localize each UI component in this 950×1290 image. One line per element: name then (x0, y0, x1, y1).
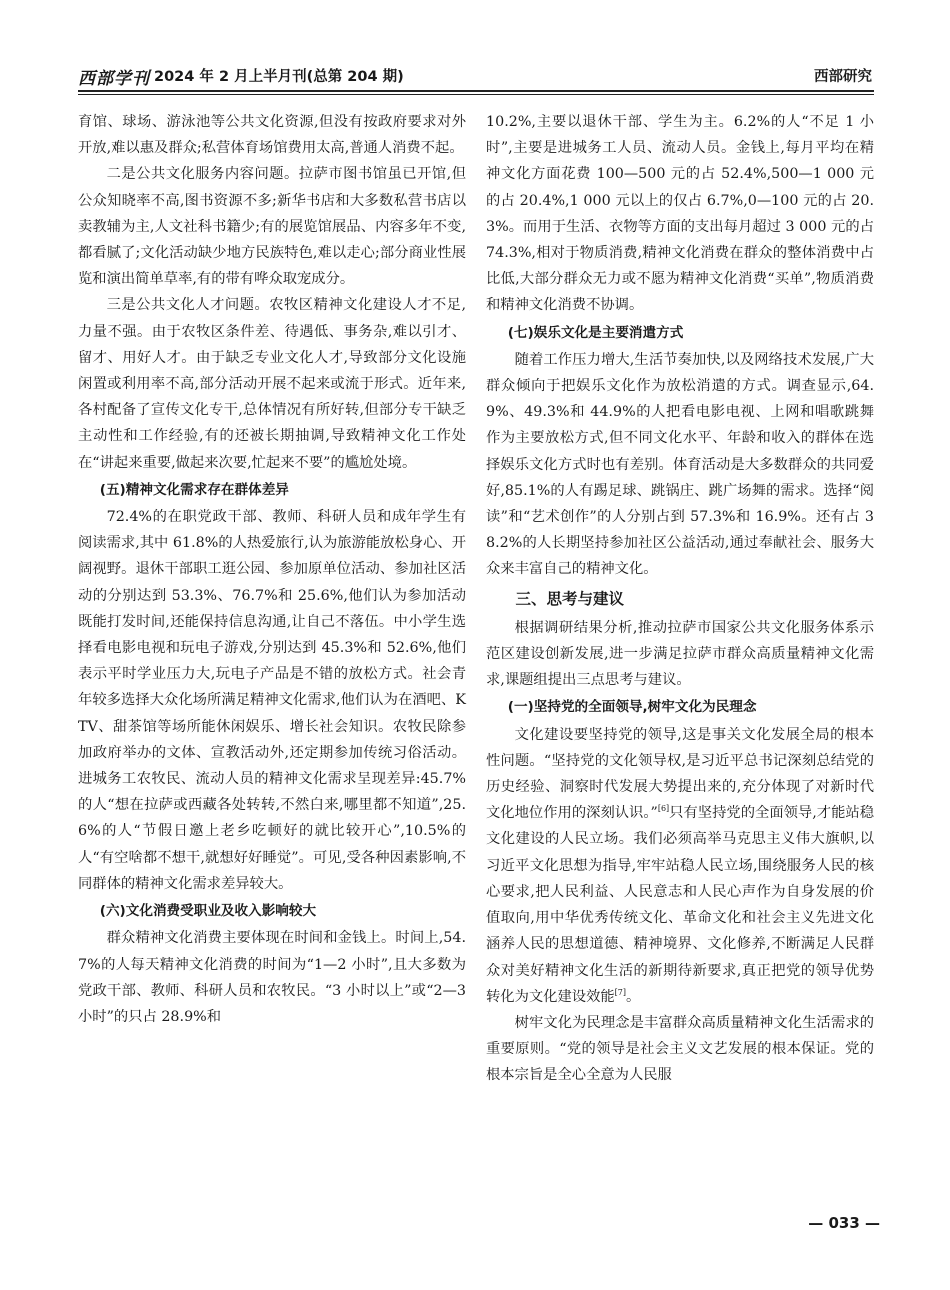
section-heading: 三、思考与建议 (515, 589, 624, 608)
paragraph-continued: 育馆、球场、游泳池等公共文化资源,但没有按政府要求对外开放,难以惠及群众;私营体育场馆费用太高,普通人消费不起。 (78, 114, 466, 157)
paragraph-text: 。 (626, 988, 641, 1005)
citation-ref: [7] (614, 987, 627, 997)
paragraph: 随着工作压力增大,生活节奏加快,以及网络技术发展,广大群众倾向于把娱乐文化作为放松消遣的方式。调查显示,64.9%、49.3%和 44.9%的人把看电影电视、上网和唱歌跳舞作为主要放松方式,但不同文化水平、年龄和收入的群体在选择娱乐文化方式时也有差别。体育活动是大多数群众的共同爱好,85.1%的人有踢足球、跳锅庄、跳广场舞的需求。选择“阅读”和“艺术创作”的人分别占到 57.3%和 16.9%。还有占 38.2%的人长期坚持参加社区公益活动,通过奉献社会、服务大众来丰富自己的精神文化。 (486, 351, 874, 578)
paragraph-text: 文化建设要坚持党的领导,这是事关文化发展全局的根本性问题。“坚持党的文化领导权,是习近平总书记深刻总结党的历史经验、洞察时代发展大势提出来的,充分体现了对新时代文化地位作用的深刻认识。” (486, 726, 874, 822)
paragraph: 根据调研结果分析,推动拉萨市国家公共文化服务体系示范区建设创新发展,进一步满足拉萨市群众高质量精神文化需求,课题组提出三点思考与建议。 (486, 619, 874, 689)
paragraph-text: 只有坚持党的全面领导,才能站稳文化建设的人民立场。我们必须高举马克思主义伟大旗帜,以习近平文化思想为指导,牢牢站稳人民立场,围绕服务人民的核心要求,把人民利益、人民意志和人民心声作为自身发展的价值取向,用中华优秀传统文化、革命文化和社会主义先进文化涵养人民的思想道德、精神境界、文化修养,不断满足人民群众对美好精神文化生活的新期待新要求,真正把党的领导优势转化为文化建设效能 (486, 805, 874, 1005)
section-name: 西部研究 (814, 69, 872, 85)
citation-ref: [6] (657, 804, 670, 814)
page-header (78, 62, 874, 89)
left-column (78, 109, 466, 1030)
paragraph: 72.4%的在职党政干部、教师、科研人员和成年学生有阅读需求,其中 61.8%的人热爱旅行,认为旅游能放松身心、开阔视野。退休干部职工逛公园、参加原单位活动、参加社区活动的分别达到 53.3%、76.7%和 25.6%,他们认为参加活动既能打发时间,还能保持信息沟通,让自己不落伍。中小学生选择看电影电视和玩电子游戏,分别达到 45.3%和 52.6%,他们表示平时学业压力大,玩电子产品是不错的放松方式。社会青年较多选择大众化场所满足精神文化需求,他们认为在酒吧、KTV、甜茶馆等场所能休闲娱乐、增长社会知识。农牧民除参加政府举办的文体、宣教活动外,还定期参加传统习俗活动。进城务工农牧民、流动人员的精神文化需求呈现差异:45.7%的人“想在拉萨或西藏各处转转,不然白来,哪里都不知道”,25.6%的人“节假日邀上老乡吃顿好的就比较开心”,10.5%的人“有空啥都不想干,就想好好睡觉”。可见,受各种因素影响,不同群体的精神文化需求差异较大。 (78, 509, 466, 892)
subsection-heading: (一)坚持党的全面领导,树牢文化为民理念 (507, 699, 757, 716)
subsection-heading: (六)文化消费受职业及收入影响较大 (99, 903, 317, 920)
journal-logo: 西部学刊 (78, 69, 150, 89)
paragraph: 二是公共文化服务内容问题。拉萨市图书馆虽已开馆,但公众知晓率不高,图书资源不多;新华书店和大多数私营书店以卖教辅为主,人文社科书籍少;有的展览馆展品、内容多年不变,都看腻了;文化活动缺少地方民族特色,难以走心;部分商业性展览和演出简单草率,有的带有哗众取宠成分。 (78, 166, 466, 288)
paragraph: 群众精神文化消费主要体现在时间和金钱上。时间上,54.7%的人每天精神文化消费的时间为“1—2 小时”,且大多数为党政干部、教师、科研人员和农牧民。“3 小时以上”或“2—3 小时”的只占 28.9%和 (78, 930, 466, 1025)
paragraph-with-citation (486, 722, 874, 1010)
subsection-heading: (五)精神文化需求存在群体差异 (99, 481, 289, 498)
issue-info: 2024 年 2 月上半月刊(总第 204 期) (154, 69, 404, 85)
paragraph: 树牢文化为民理念是丰富群众高质量精神文化生活需求的重要原则。“党的领导是社会主义文艺发展的根本保证。党的根本宗旨是全心全意为人民服 (486, 1014, 874, 1084)
paragraph-continued: 10.2%,主要以退休干部、学生为主。6.2%的人“不足 1 小时”,主要是进城务工人员、流动人员。金钱上,每月平均在精神文化方面花费 100—500 元的占 52.4%,500—1 000 元的占 20.4%,1 000 元以上的仅占 6.7%,0—100 元的占 20.3%。而用于生活、衣物等方面的支出每月超过 3 000 元的占 74.3%,相对于物质消费,精神文化消费在群众的整体消费中占比低,大部分群众无力或不愿为精神文化消费“买单”,物质消费和精神文化消费不协调。 (486, 114, 874, 314)
page-number: — 033 — (808, 1214, 880, 1232)
header-rule-thick (78, 90, 874, 92)
header-rule-thin (78, 94, 874, 95)
subsection-heading: (七)娱乐文化是主要消遣方式 (507, 324, 684, 341)
right-column (486, 109, 874, 1089)
paragraph: 三是公共文化人才问题。农牧区精神文化建设人才不足,力量不强。由于农牧区条件差、待遇低、事务杂,难以引才、留才、用好人才。由于缺乏专业文化人才,导致部分文化设施闲置或利用率不高,部分活动开展不起来或流于形式。近年来,各村配备了宣传文化专干,总体情况有所好转,但部分专干缺乏主动性和工作经验,有的还被长期抽调,导致精神文化工作处在“讲起来重要,做起来次要,忙起来不要”的尴尬处境。 (78, 297, 466, 471)
